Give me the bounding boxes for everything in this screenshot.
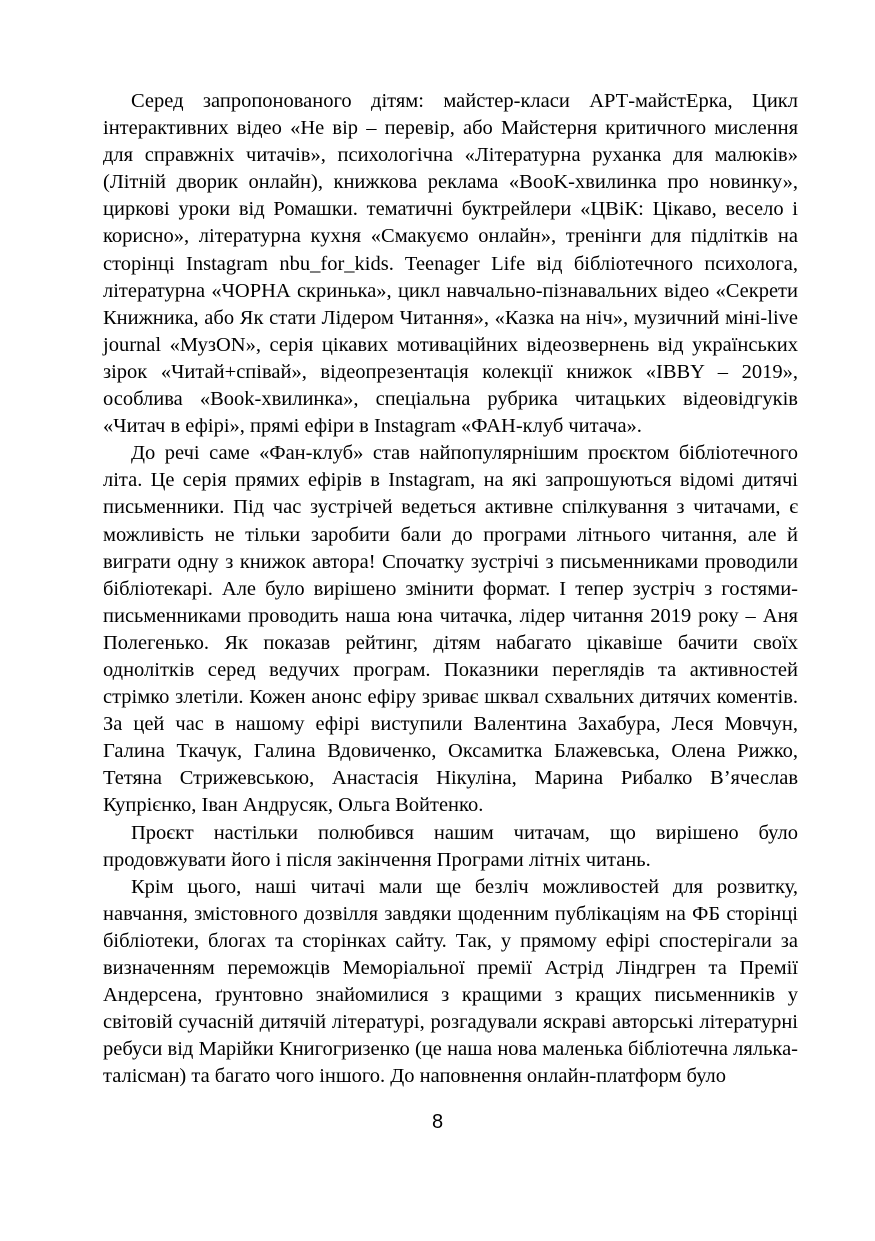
page-number: 8	[431, 1111, 444, 1133]
paragraph-fan-club: До речі саме «Фан-клуб» став найпопулярнішим проєктом бібліотечного літа. Це серія прямих ефірів в Instagram, на які запрошуються відомі дитячі письменники. Під час зустрічей ведеться активне спілкування з читачами, є можливість не тільки заробити бали до програми літнього читання, але й виграти одну з книжок автора! Спочатку зустрічі з письменниками проводили бібліотекарі. Але було вирішено змінити формат. І тепер зустріч з гостями-письменниками проводить наша юна читачка, лідер читання 2019 року – Аня Полегенько. Як показав рейтинг, дітям набагато цікавіше бачити своїх однолітків серед ведучих програм. Показники переглядів та активностей стрімко злетіли. Кожен анонс ефіру зриває шквал схвальних дитячих коментів. За цей час в нашому ефірі виступили Валентина Захабура, Леся Мовчун, Галина Ткачук, Галина Вдовиченко, Оксамитка Блажевська, Олена Рижко, Тетяна Стрижевською, Анастасія Нікуліна, Марина Рибалко В’ячеслав Купрієнко, Іван Андрусяк, Ольга Войтенко.	[103, 442, 798, 817]
paragraph-project-continued: Проєкт настільки полюбився нашим читачам, що вирішено було продовжувати його і після закінчення Програми літніх читань.	[103, 821, 798, 871]
body-text	[103, 88, 798, 1090]
paragraph-other-opportunities: Крім цього, наші читачі мали ще безліч можливостей для розвитку, навчання, змістовного дозвілля завдяки щоденним публікаціям на ФБ сторінці бібліотеки, блогах та сторінках сайту. Так, у прямому ефірі спостерігали за визначенням переможців Меморіальної премії Астрід Ліндгрен та Премії Андерсена, ґрунтовно знайомилися з кращими з кращих письменників у світовій сучасній дитячій літературі, розгадували яскраві авторські літературні ребуси від Марійки Книгогризенко (це наша нова маленька бібліотечна лялька-талісман) та багато чого іншого. До наповнення онлайн-платформ було	[103, 875, 798, 1088]
paragraph-activities: Серед запропонованого дітям: майстер-класи АРТ-майстЕрка, Цикл інтерактивних відео «Не вір – перевір, або Майстерня критичного мислення для справжніх читачів», психологічна «Літературна руханка для малюків» (Літній дворик онлайн), книжкова реклама «BooK-хвилинка про новинку», циркові уроки від Ромашки. тематичні буктрейлери «ЦВіК: Цікаво, весело і корисно», літературна кухня «Смакуємо онлайн», тренінги для підлітків на сторінці Instagram nbu_for_kids. Teenager Life від бібліотечного психолога, літературна «ЧОРНА скринька», цикл навчально-пізнавальних відео «Секрети Книжника, або Як стати Лідером Читання», «Казка на ніч», музичний міні-live journal «МузON», серія цікавих мотиваційних відеозвернень від українських зірок «Читай+співай», відеопрезентація колекції книжок «IBBY – 2019», особлива «Book-хвилинка», спеціальна рубрика читацьких відеовідгуків «Читач в ефірі», прямі ефіри в Instagram «ФАН-клуб читача».	[103, 90, 798, 438]
